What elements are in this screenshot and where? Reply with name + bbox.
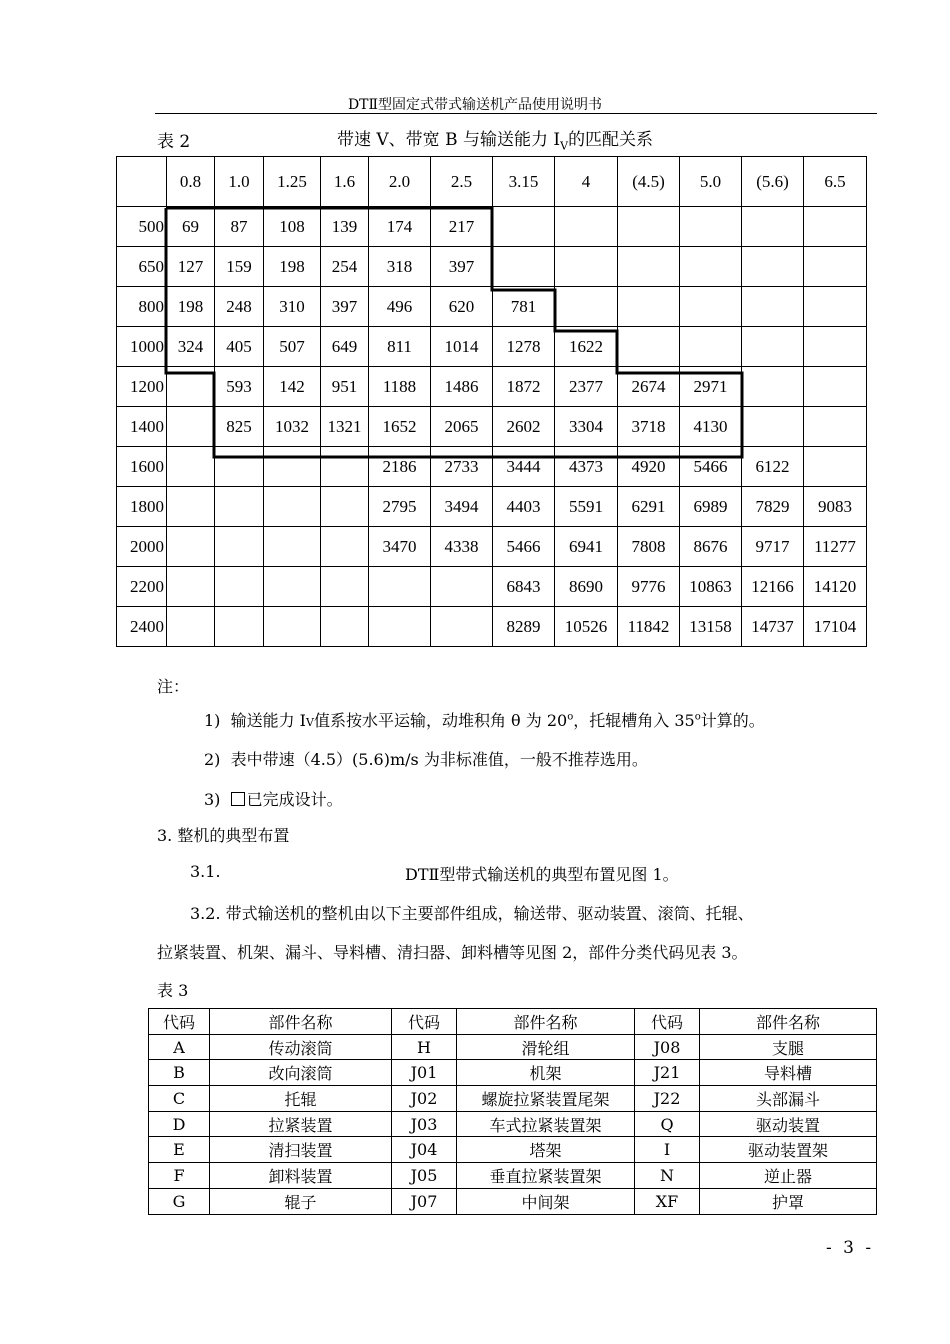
- component-name-cell: 护罩: [700, 1188, 877, 1214]
- capacity-cell: [264, 607, 321, 647]
- note-3: 3) 已完成设计。: [204, 790, 343, 809]
- capacity-cell: 1188: [369, 367, 431, 407]
- capacity-cell: [264, 447, 321, 487]
- capacity-cell: [167, 527, 215, 567]
- capacity-cell: [215, 527, 264, 567]
- table-row: [117, 207, 867, 247]
- capacity-cell: [742, 367, 804, 407]
- capacity-cell: 217: [431, 207, 493, 247]
- capacity-cell: 825: [215, 407, 264, 447]
- speed-header-cell: 2.5: [431, 157, 493, 207]
- table-row: [117, 247, 867, 287]
- component-name-cell: 导料槽: [700, 1060, 877, 1086]
- capacity-cell: [618, 207, 680, 247]
- belt-width-cell: 800: [117, 287, 167, 327]
- component-code-table: [148, 1008, 877, 1215]
- capacity-cell: 174: [369, 207, 431, 247]
- capacity-cell: [321, 527, 369, 567]
- capacity-cell: 7829: [742, 487, 804, 527]
- capacity-cell: 6941: [555, 527, 618, 567]
- table3-header-row: [149, 1009, 877, 1035]
- component-code-cell: G: [149, 1188, 210, 1214]
- capacity-cell: [804, 407, 867, 447]
- speed-header-cell: 5.0: [680, 157, 742, 207]
- capacity-cell: [742, 247, 804, 287]
- table3-header-cell: 代码: [392, 1009, 457, 1035]
- capacity-cell: 811: [369, 327, 431, 367]
- component-code-cell: J22: [635, 1086, 700, 1112]
- capacity-cell: 4920: [618, 447, 680, 487]
- table3-header-cell: 代码: [635, 1009, 700, 1035]
- capacity-cell: [680, 247, 742, 287]
- capacity-cell: 5466: [680, 447, 742, 487]
- capacity-cell: [680, 327, 742, 367]
- corner-cell: [117, 157, 167, 207]
- capacity-cell: 1486: [431, 367, 493, 407]
- table2-title: 带速 V、带宽 B 与输送能力 $I_V$的匹配关系: [337, 130, 654, 153]
- capacity-cell: [618, 247, 680, 287]
- capacity-cell: [431, 607, 493, 647]
- capacity-cell: 649: [321, 327, 369, 367]
- capacity-cell: 951: [321, 367, 369, 407]
- capacity-cell: 2733: [431, 447, 493, 487]
- capacity-cell: 1014: [431, 327, 493, 367]
- capacity-cell: [167, 367, 215, 407]
- capacity-cell: 8676: [680, 527, 742, 567]
- capacity-table: [116, 156, 867, 647]
- component-code-cell: J02: [392, 1086, 457, 1112]
- section-3-heading: 3. 整机的典型布置: [157, 826, 290, 845]
- component-name-cell: 清扫装置: [210, 1137, 392, 1163]
- capacity-cell: [215, 447, 264, 487]
- capacity-cell: 1032: [264, 407, 321, 447]
- speed-header-cell: (5.6): [742, 157, 804, 207]
- capacity-cell: [321, 447, 369, 487]
- table3-header-cell: 部件名称: [210, 1009, 392, 1035]
- capacity-cell: 10863: [680, 567, 742, 607]
- capacity-cell: 4338: [431, 527, 493, 567]
- capacity-cell: [742, 327, 804, 367]
- header-rule: [155, 113, 877, 114]
- capacity-cell: 397: [321, 287, 369, 327]
- capacity-cell: [493, 207, 555, 247]
- speed-header-cell: 2.0: [369, 157, 431, 207]
- component-code-cell: I: [635, 1137, 700, 1163]
- table-row: [149, 1163, 877, 1189]
- table3-label: 表 3: [157, 981, 189, 1000]
- capacity-cell: [804, 367, 867, 407]
- note-2: 2) 表中带速（4.5）(5.6)m/s 为非标准值，一般不推荐选用。: [204, 750, 648, 769]
- table-row: [117, 367, 867, 407]
- speed-header-cell: 0.8: [167, 157, 215, 207]
- capacity-cell: 7808: [618, 527, 680, 567]
- component-name-cell: 滑轮组: [457, 1034, 635, 1060]
- component-name-cell: 卸料装置: [210, 1163, 392, 1189]
- component-code-cell: Q: [635, 1111, 700, 1137]
- component-code-cell: A: [149, 1034, 210, 1060]
- capacity-cell: 11277: [804, 527, 867, 567]
- component-code-cell: J21: [635, 1060, 700, 1086]
- section-3-2-line2: 拉紧装置、机架、漏斗、导料槽、清扫器、卸料槽等见图 2，部件分类代码见表 3。: [157, 943, 748, 962]
- table3-header-cell: 部件名称: [457, 1009, 635, 1035]
- capacity-cell: [215, 607, 264, 647]
- capacity-cell: 9717: [742, 527, 804, 567]
- capacity-cell: [369, 607, 431, 647]
- capacity-cell: 1321: [321, 407, 369, 447]
- capacity-cell: 781: [493, 287, 555, 327]
- component-name-cell: 驱动装置: [700, 1111, 877, 1137]
- belt-width-cell: 2200: [117, 567, 167, 607]
- component-name-cell: 改向滚筒: [210, 1060, 392, 1086]
- capacity-cell: 108: [264, 207, 321, 247]
- speed-header-row: [117, 157, 867, 207]
- component-name-cell: 辊子: [210, 1188, 392, 1214]
- belt-width-cell: 650: [117, 247, 167, 287]
- capacity-cell: 2377: [555, 367, 618, 407]
- notes-label: 注：: [157, 677, 190, 696]
- speed-header-cell: 4: [555, 157, 618, 207]
- belt-width-cell: 1200: [117, 367, 167, 407]
- capacity-cell: [167, 607, 215, 647]
- capacity-cell: 1278: [493, 327, 555, 367]
- belt-width-cell: 1600: [117, 447, 167, 487]
- capacity-cell: 159: [215, 247, 264, 287]
- component-name-cell: 螺旋拉紧装置尾架: [457, 1086, 635, 1112]
- capacity-cell: 6843: [493, 567, 555, 607]
- capacity-cell: 127: [167, 247, 215, 287]
- capacity-cell: 3470: [369, 527, 431, 567]
- belt-width-cell: 500: [117, 207, 167, 247]
- component-code-cell: J08: [635, 1034, 700, 1060]
- table3-header-cell: 代码: [149, 1009, 210, 1035]
- capacity-cell: 142: [264, 367, 321, 407]
- capacity-cell: 310: [264, 287, 321, 327]
- component-code-cell: N: [635, 1163, 700, 1189]
- capacity-cell: [618, 327, 680, 367]
- component-code-cell: H: [392, 1034, 457, 1060]
- capacity-cell: 496: [369, 287, 431, 327]
- component-name-cell: 塔架: [457, 1137, 635, 1163]
- component-name-cell: 传动滚筒: [210, 1034, 392, 1060]
- capacity-cell: [321, 487, 369, 527]
- component-name-cell: 车式拉紧装置架: [457, 1111, 635, 1137]
- capacity-cell: [167, 407, 215, 447]
- table-row: [117, 287, 867, 327]
- capacity-cell: 14737: [742, 607, 804, 647]
- capacity-cell: 1872: [493, 367, 555, 407]
- component-code-cell: XF: [635, 1188, 700, 1214]
- capacity-cell: 3304: [555, 407, 618, 447]
- component-code-cell: J01: [392, 1060, 457, 1086]
- component-code-cell: F: [149, 1163, 210, 1189]
- belt-width-cell: 2000: [117, 527, 167, 567]
- table-row: [149, 1034, 877, 1060]
- capacity-cell: 2186: [369, 447, 431, 487]
- capacity-cell: 13158: [680, 607, 742, 647]
- page-number: - 3 -: [826, 1238, 875, 1258]
- capacity-cell: [431, 567, 493, 607]
- belt-width-cell: 1400: [117, 407, 167, 447]
- capacity-cell: 6291: [618, 487, 680, 527]
- table3-header-cell: 部件名称: [700, 1009, 877, 1035]
- capacity-cell: 9083: [804, 487, 867, 527]
- capacity-cell: [680, 207, 742, 247]
- capacity-cell: 12166: [742, 567, 804, 607]
- capacity-cell: [618, 287, 680, 327]
- component-name-cell: 支腿: [700, 1034, 877, 1060]
- note-1: 1) 输送能力 IV值系按水平运输，动堆积角 θ 为 20$^o$，托辊槽角入 35$^o$计算的。: [204, 711, 765, 730]
- capacity-cell: [167, 487, 215, 527]
- capacity-cell: 254: [321, 247, 369, 287]
- component-name-cell: 中间架: [457, 1188, 635, 1214]
- belt-width-cell: 1800: [117, 487, 167, 527]
- speed-header-cell: (4.5): [618, 157, 680, 207]
- capacity-cell: 198: [167, 287, 215, 327]
- table-row: [117, 327, 867, 367]
- component-code-cell: D: [149, 1111, 210, 1137]
- capacity-cell: [555, 247, 618, 287]
- table-row: [149, 1086, 877, 1112]
- section-3-1-number: 3.1.: [190, 862, 221, 881]
- component-code-cell: B: [149, 1060, 210, 1086]
- capacity-cell: [555, 207, 618, 247]
- table-row: [117, 567, 867, 607]
- capacity-cell: [742, 407, 804, 447]
- page-header: DTⅡ型固定式带式输送机产品使用说明书: [347, 97, 603, 113]
- capacity-cell: 14120: [804, 567, 867, 607]
- capacity-cell: 6989: [680, 487, 742, 527]
- section-3-1-text: DTⅡ型带式输送机的典型布置见图 1。: [405, 865, 679, 884]
- speed-header-cell: 1.0: [215, 157, 264, 207]
- capacity-cell: 405: [215, 327, 264, 367]
- capacity-cell: [555, 287, 618, 327]
- speed-header-cell: 3.15: [493, 157, 555, 207]
- capacity-cell: 198: [264, 247, 321, 287]
- capacity-cell: [369, 567, 431, 607]
- capacity-cell: [264, 567, 321, 607]
- capacity-cell: 4373: [555, 447, 618, 487]
- capacity-cell: 4403: [493, 487, 555, 527]
- capacity-cell: [742, 287, 804, 327]
- capacity-cell: 1652: [369, 407, 431, 447]
- table-row: [149, 1060, 877, 1086]
- component-code-cell: E: [149, 1137, 210, 1163]
- component-name-cell: 头部漏斗: [700, 1086, 877, 1112]
- capacity-cell: 5591: [555, 487, 618, 527]
- capacity-cell: 4130: [680, 407, 742, 447]
- capacity-cell: 69: [167, 207, 215, 247]
- component-name-cell: 托辊: [210, 1086, 392, 1112]
- capacity-cell: 2971: [680, 367, 742, 407]
- checkbox-icon: [231, 792, 245, 806]
- component-name-cell: 驱动装置架: [700, 1137, 877, 1163]
- speed-header-cell: 6.5: [804, 157, 867, 207]
- capacity-cell: 6122: [742, 447, 804, 487]
- capacity-cell: 318: [369, 247, 431, 287]
- component-name-cell: 机架: [457, 1060, 635, 1086]
- capacity-cell: 9776: [618, 567, 680, 607]
- speed-header-cell: 1.25: [264, 157, 321, 207]
- capacity-cell: [804, 447, 867, 487]
- component-name-cell: 拉紧装置: [210, 1111, 392, 1137]
- capacity-cell: 2795: [369, 487, 431, 527]
- capacity-cell: 1622: [555, 327, 618, 367]
- capacity-cell: [804, 327, 867, 367]
- belt-width-cell: 1000: [117, 327, 167, 367]
- capacity-cell: 507: [264, 327, 321, 367]
- capacity-cell: 3444: [493, 447, 555, 487]
- capacity-cell: 87: [215, 207, 264, 247]
- component-code-cell: J04: [392, 1137, 457, 1163]
- capacity-cell: 2065: [431, 407, 493, 447]
- capacity-cell: 397: [431, 247, 493, 287]
- table-row: [149, 1137, 877, 1163]
- capacity-cell: 2602: [493, 407, 555, 447]
- capacity-cell: 139: [321, 207, 369, 247]
- capacity-cell: [742, 207, 804, 247]
- component-code-cell: C: [149, 1086, 210, 1112]
- capacity-cell: [215, 567, 264, 607]
- capacity-cell: 3494: [431, 487, 493, 527]
- capacity-cell: 620: [431, 287, 493, 327]
- capacity-cell: 5466: [493, 527, 555, 567]
- section-3-2-line1: 3.2. 带式输送机的整机由以下主要部件组成，输送带、驱动装置、滚筒、托辊、: [190, 904, 754, 923]
- capacity-cell: 248: [215, 287, 264, 327]
- capacity-cell: [804, 287, 867, 327]
- speed-header-cell: 1.6: [321, 157, 369, 207]
- capacity-cell: [321, 607, 369, 647]
- component-code-cell: J03: [392, 1111, 457, 1137]
- capacity-cell: 11842: [618, 607, 680, 647]
- capacity-cell: [321, 567, 369, 607]
- capacity-cell: 8289: [493, 607, 555, 647]
- capacity-cell: 3718: [618, 407, 680, 447]
- table-row: [149, 1188, 877, 1214]
- capacity-cell: 17104: [804, 607, 867, 647]
- capacity-cell: 324: [167, 327, 215, 367]
- component-code-cell: J05: [392, 1163, 457, 1189]
- table-row: [117, 447, 867, 487]
- capacity-cell: 593: [215, 367, 264, 407]
- capacity-cell: [167, 567, 215, 607]
- table-row: [149, 1111, 877, 1137]
- capacity-cell: [264, 527, 321, 567]
- table-row: [117, 607, 867, 647]
- capacity-cell: 10526: [555, 607, 618, 647]
- capacity-cell: 2674: [618, 367, 680, 407]
- capacity-cell: [804, 207, 867, 247]
- component-code-cell: J07: [392, 1188, 457, 1214]
- capacity-cell: [215, 487, 264, 527]
- capacity-cell: 8690: [555, 567, 618, 607]
- capacity-cell: [680, 287, 742, 327]
- table-row: [117, 487, 867, 527]
- table-row: [117, 407, 867, 447]
- capacity-cell: [804, 247, 867, 287]
- table2-label: 表 2: [157, 132, 191, 152]
- capacity-cell: [264, 487, 321, 527]
- component-name-cell: 逆止器: [700, 1163, 877, 1189]
- capacity-cell: [167, 447, 215, 487]
- belt-width-cell: 2400: [117, 607, 167, 647]
- component-name-cell: 垂直拉紧装置架: [457, 1163, 635, 1189]
- table-row: [117, 527, 867, 567]
- capacity-cell: [493, 247, 555, 287]
